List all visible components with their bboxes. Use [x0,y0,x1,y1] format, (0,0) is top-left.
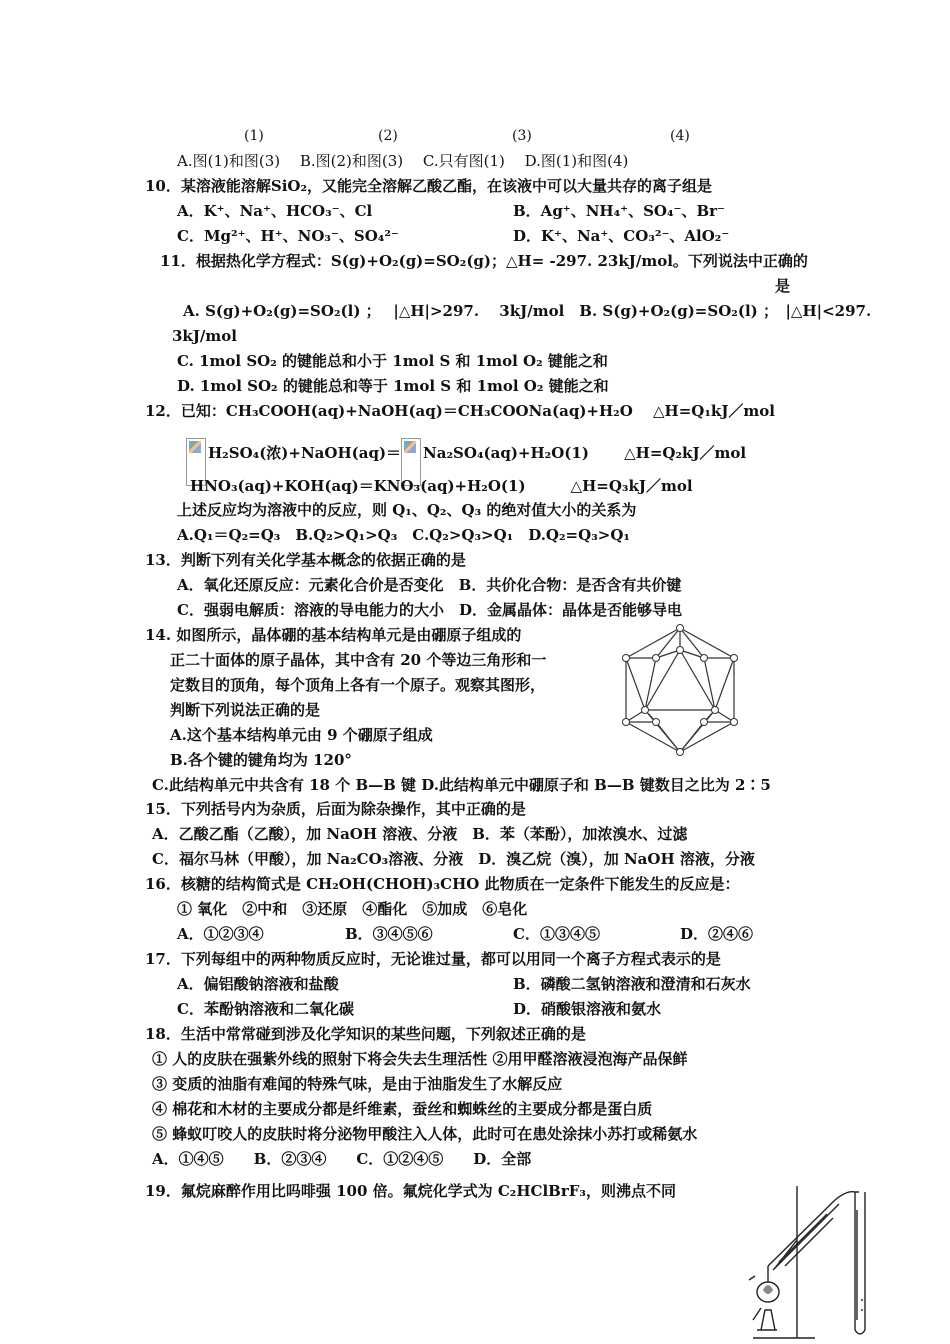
q11-stem-end: 是 [775,277,791,295]
q14-line-2: 正二十面体的原子晶体，其中含有 20 个等边三角形和一 [170,651,547,669]
q16-option-b: B．③④⑤⑥ [345,925,433,943]
q12-options: A.Q₁＝Q₂=Q₃ B.Q₂>Q₁>Q₃ C.Q₂>Q₃>Q₁ D.Q₂=Q₃>Q₁ [177,526,630,544]
q16-option-a: A．①②③④ [177,925,264,943]
q11-stem: 11．根据热化学方程式：S(g)+O₂(g)=SO₂(g)；△H= -297. 23kJ/mol。下列说法中正确的 [160,252,808,270]
q11-option-d: D. 1mol SO₂ 的键能总和等于 1mol S 和 1mol O₂ 键能之和 [177,377,609,395]
q10-option-d: D．K⁺、Na⁺、CO₃²⁻、AlO₂⁻ [513,227,730,245]
q10-stem: 10．某溶液能溶解SiO₂，又能完全溶解乙酸乙酯，在该液中可以大量共存的离子组是 [145,177,713,195]
q17-option-d: D．硝酸银溶液和氨水 [513,1000,662,1018]
q14-line-4: 判断下列说法正确的是 [170,701,321,719]
fig-label-3: (3) [512,128,532,144]
q14-option-b: B.各个键的键角均为 120° [170,751,352,769]
q15-option-cd: C．福尔马林（甲酸），加 Na₂CO₃溶液、分液 D．溴乙烷（溴），加 NaOH 溶液，分液 [152,850,755,868]
q16-stem: 16．核糖的结构简式是 CH₂OH(CHOH)₃CHO 此物质在一定条件下能发生的反应是： [145,875,740,893]
q18-item-1-2: ① 人的皮肤在强紫外线的照射下将会失去生理活性 ②用甲醛溶液浸泡海产品保鲜 [152,1050,688,1068]
q12-eq2-left: H₂SO₄(浓)+NaOH(aq)＝ [208,444,402,462]
q9-options: A.图(1)和图(3) B.图(2)和图(3) C.只有图(1) D.图(1)和图(4) [177,152,629,170]
q11-option-ab: A. S(g)+O₂(g)=SO₂(l) ； |△H|>297. 3kJ/mol B. S(g)+O₂(g)=SO₂(l) ； |△H|<297. [183,302,872,320]
q13-option-ab: A．氧化还原反应：元素化合价是否变化 B．共价化合物：是否含有共价键 [177,576,682,594]
q10-option-b: B．Ag⁺、NH₄⁺、SO₄⁻、Br⁻ [513,202,725,220]
q14-line-3: 定数目的顶角，每个顶角上各有一个原子。观察其图形， [170,676,546,694]
q13-stem: 13．判断下列有关化学基本概念的依据正确的是 [145,551,466,569]
q12-stem: 12．已知：CH₃COOH(aq)+NaOH(aq)＝CH₃COONa(aq)+H₂O △H=Q₁kJ／mol [145,402,776,420]
q18-item-4: ④ 棉花和木材的主要成分都是纤维素，蚕丝和蜘蛛丝的主要成分都是蛋白质 [152,1100,653,1118]
q10-option-c: C．Mg²⁺、H⁺、NO₃⁻、SO₄²⁻ [177,227,399,245]
q18-options: A．①④⑤ B．②③④ C．①②④⑤ D．全部 [152,1150,532,1168]
q18-item-5: ⑤ 蜂蚁叮咬人的皮肤时将分泌物甲酸注入人体，此时可在患处涂抹小苏打或稀氨水 [152,1125,698,1143]
q12-question: 上述反应均为溶液中的反应，则 Q₁、Q₂、Q₃ 的绝对值大小的关系为 [177,501,637,519]
q17-stem: 17．下列每组中的两种物质反应时，无论谁过量，都可以用同一个离子方程式表示的是 [145,950,721,968]
q17-option-c: C．苯酚钠溶液和二氧化碳 [177,1000,354,1018]
q14-line-1: 14. 如图所示，晶体硼的基本结构单元是由硼原子组成的 [145,626,522,644]
q16-option-c: C．①③④⑤ [513,925,600,943]
q14-option-cd: C.此结构单元中共含有 18 个 B—B 键 D.此结构单元中硼原子和 B—B 键数目之比为 2∶5 [152,776,771,794]
q15-option-ab: A．乙酸乙酯（乙酸），加 NaOH 溶液、分液 B．苯（苯酚），加浓溴水、过滤 [152,825,688,843]
q17-option-b: B．磷酸二氢钠溶液和澄清和石灰水 [513,975,751,993]
q14-option-a: A.这个基本结构单元由 9 个硼原子组成 [170,726,433,744]
q19-stem: 19．氟烷麻醉作用比吗啡强 100 倍。氟烷化学式为 C₂HClBrF₃，则沸点不同 [145,1182,676,1200]
fig-label-1: (1) [244,128,264,144]
fig-label-2: (2) [378,128,398,144]
distillation-apparatus-figure [735,1180,875,1344]
q16-option-d: D．②④⑥ [680,925,754,943]
q17-option-a: A．偏铝酸钠溶液和盐酸 [177,975,339,993]
fig-label-4: (4) [670,128,690,144]
q18-stem: 18．生活中常常碰到涉及化学知识的某些问题，下列叙述正确的是 [145,1025,586,1043]
q11-option-ab-cont: 3kJ/mol [172,327,237,345]
q11-option-c: C. 1mol SO₂ 的键能总和小于 1mol S 和 1mol O₂ 键能之和 [177,352,608,370]
q16-items: ① 氧化 ②中和 ③还原 ④酯化 ⑤加成 ⑥皂化 [177,900,528,918]
q12-eq2-right: Na₂SO₄(aq)+H₂O(1) △H=Q₂kJ／mol [423,444,747,462]
q10-option-a: A．K⁺、Na⁺、HCO₃⁻、Cl [177,202,373,220]
boron-icosahedron-figure [610,620,750,760]
q15-stem: 15．下列括号内为杂质，后面为除杂操作，其中正确的是 [145,800,526,818]
q13-option-cd: C．强弱电解质：溶液的导电能力的大小 D．金属晶体：晶体是否能够导电 [177,601,682,619]
q18-item-3: ③ 变质的油脂有难闻的特殊气味，是由于油脂发生了水解反应 [152,1075,563,1093]
q12-eq3: HNO₃(aq)+KOH(aq)＝KNO₃(aq)+H₂O(1) △H=Q₃kJ／mol [190,477,693,495]
